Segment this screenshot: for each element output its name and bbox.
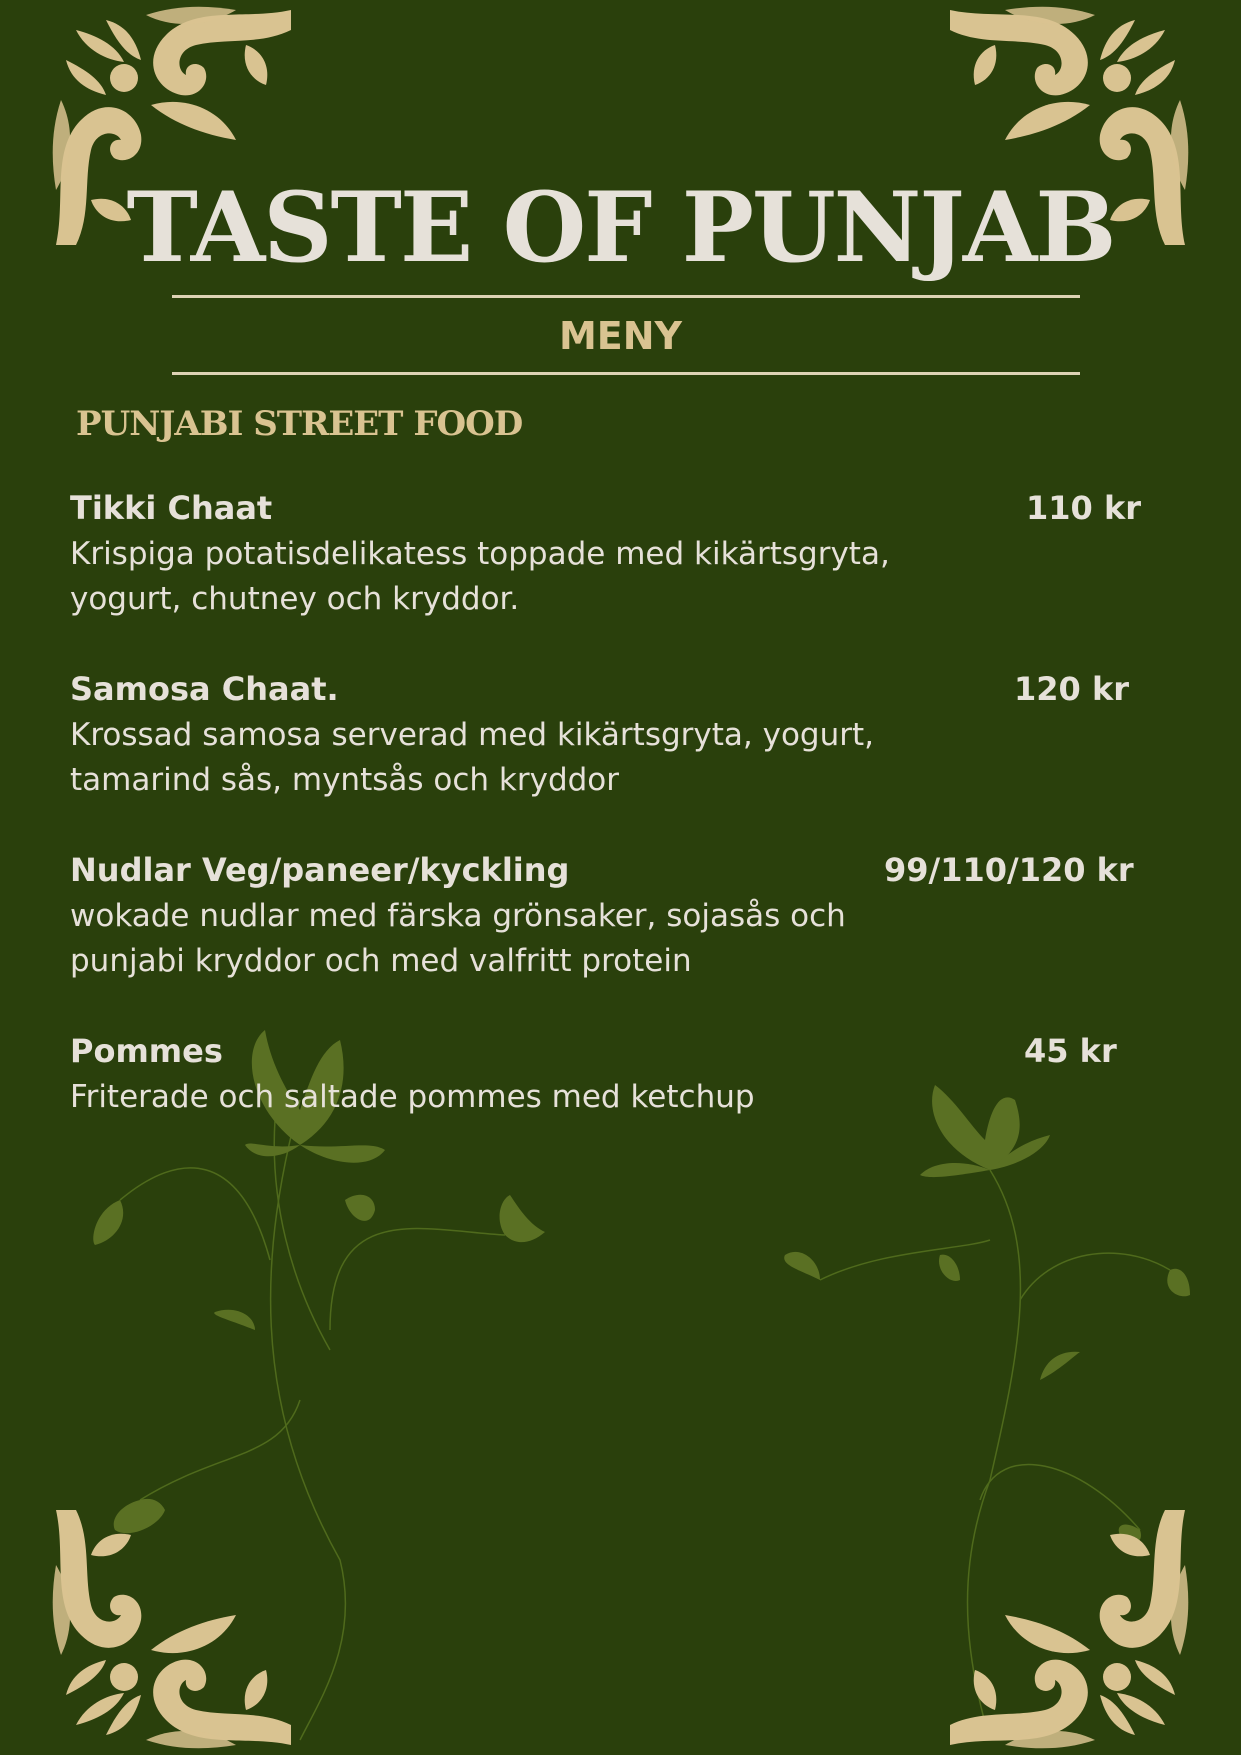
item-name: Samosa Chaat. <box>70 670 339 708</box>
item-description <box>70 1075 890 1120</box>
description-line: Krossad samosa serverad med kikärtsgryta, yogurt, <box>70 717 875 753</box>
description-line: Krispiga potatisdelikatess toppade med kikärtsgryta, <box>70 536 890 572</box>
item-price: 110 kr <box>1026 489 1141 527</box>
item-description <box>70 532 890 622</box>
item-price: 45 kr <box>1024 1032 1117 1070</box>
item-price: 120 kr <box>1014 670 1129 708</box>
description-line: yogurt, chutney och kryddor. <box>70 581 520 617</box>
corner-ornament-bottom-right-icon <box>935 1495 1195 1755</box>
description-line: punjabi kryddor och med valfritt protein <box>70 943 692 979</box>
title-divider-bottom <box>172 372 1080 375</box>
item-name: Pommes <box>70 1032 223 1070</box>
title-divider-top <box>172 295 1080 298</box>
menu-subtitle: MENY <box>558 314 683 358</box>
description-line: wokade nudlar med färska grönsaker, sojasås och <box>70 898 846 934</box>
restaurant-title: TASTE OF PUNJAB <box>126 171 1115 284</box>
item-price: 99/110/120 kr <box>884 851 1134 889</box>
corner-ornament-bottom-left-icon <box>46 1495 306 1755</box>
section-title: PUNJABI STREET FOOD <box>76 404 523 444</box>
description-line: Friterade och saltade pommes med ketchup <box>70 1079 755 1115</box>
item-name: Nudlar Veg/paneer/kyckling <box>70 851 570 889</box>
item-description <box>70 894 890 984</box>
description-line: tamarind sås, myntsås och kryddor <box>70 762 620 798</box>
item-name: Tikki Chaat <box>70 489 273 527</box>
item-description <box>70 713 890 803</box>
